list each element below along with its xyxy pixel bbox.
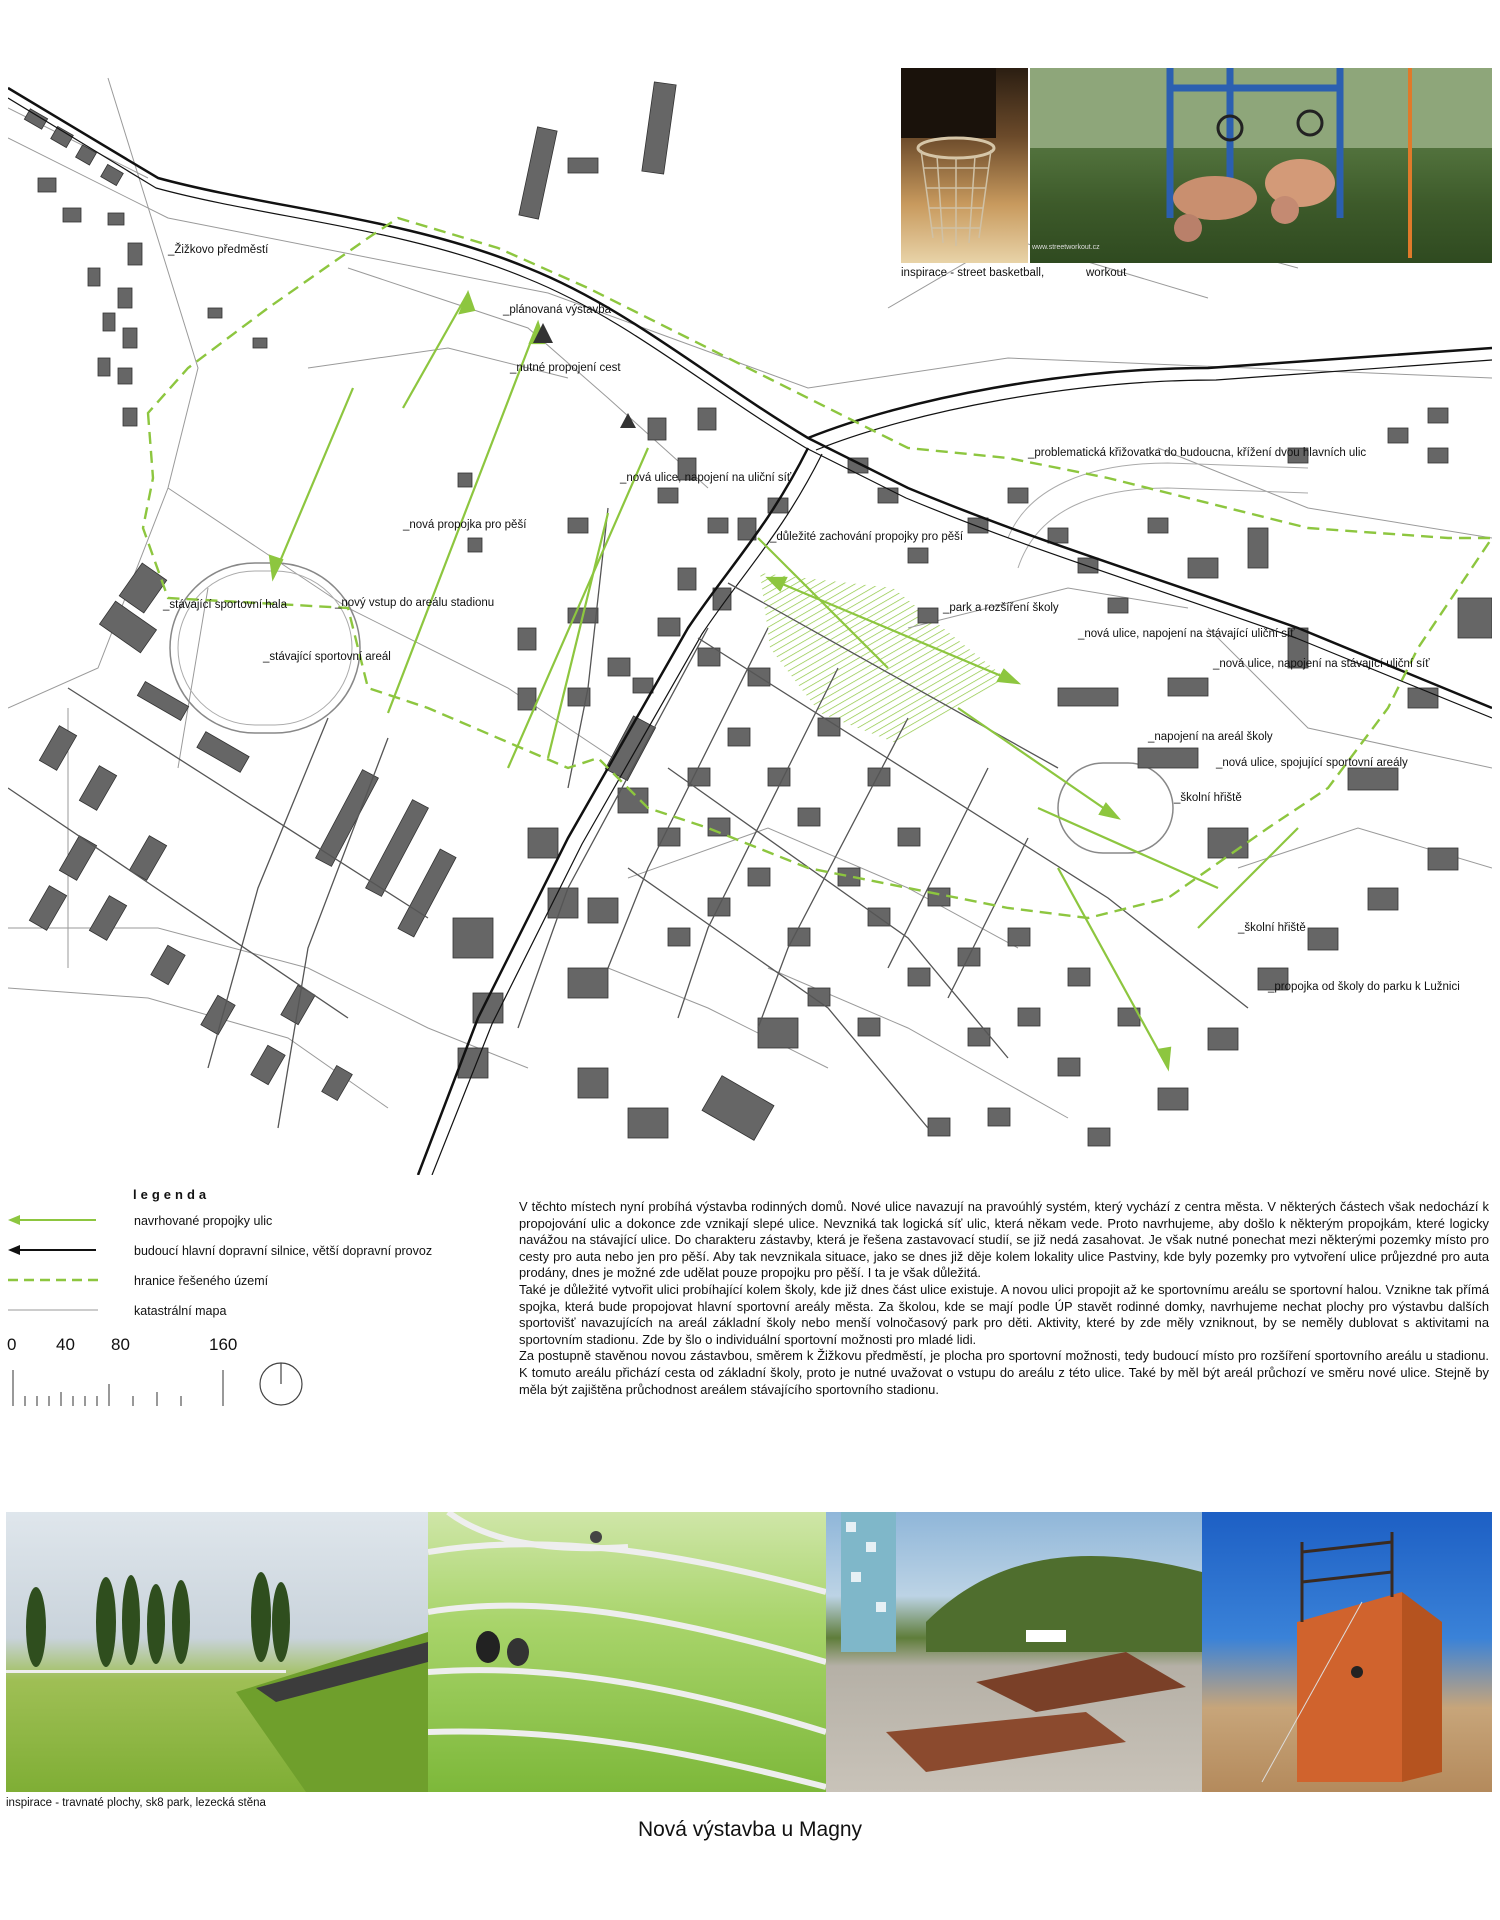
label-dulezite: _důležité zachování propojky pro pěší <box>770 531 964 543</box>
caption-bottom: inspirace - travnaté plochy, sk8 park, lezecká stěna <box>6 1797 266 1809</box>
page-title: Nová výstavba u Magny <box>637 1818 863 1841</box>
scale-bar <box>8 1362 318 1412</box>
grass-field-scene-icon <box>6 1512 428 1792</box>
label-novy-vstup: _nový vstup do areálu stadionu <box>335 597 495 609</box>
scale-label-0: 0 <box>7 1335 17 1354</box>
label-spojujici: _nová ulice, spojující sportovní areály <box>1216 757 1408 769</box>
label-problematicka: _problematická křižovatka do budoucna, křížení dvou hlavních ulic <box>1028 447 1367 459</box>
photo-climbing-wall <box>1202 1512 1492 1792</box>
photo-grass-roof-stadium <box>6 1512 428 1792</box>
scale-label-40: 40 <box>56 1335 75 1354</box>
description-paragraph-3: Za postupně stavěnou novou zástavbou, směrem k Žižkovu předměstí, je plocha pro sportovní možnosti, tedy budoucí místo pro rozšíření sportovního areálu u stadionu. K tomuto areálu přichází cesta od základní školy, proto je nutné uvažovat o vstupu do areálu z této ulice. Také by měl být areál průchozí ve směru nové ulice. Stejně by měla být zajištěna průchodnost areálem stávajícího sportovního stadionu. <box>519 1348 1489 1397</box>
label-nova-ulice-2: _nová ulice, napojení na stávající uliční síť <box>1078 628 1295 640</box>
scale-label-160: 160 <box>209 1335 238 1354</box>
legend-label-cadastral: katastrální mapa <box>134 1304 227 1318</box>
label-nutne: _nutné propojení cest <box>510 362 621 374</box>
legend-item-cadastral <box>8 1302 488 1324</box>
label-propojka-skoly: _propojka od školy do parku k Lužnici <box>1268 981 1460 993</box>
basketball-hoop-icon <box>901 68 1028 263</box>
green-arrow-icon <box>8 1214 98 1226</box>
black-arrow-icon <box>8 1244 98 1256</box>
legend-label-main-road: budoucí hlavní dopravní silnice, větší dopravní provoz <box>134 1244 433 1258</box>
label-skolni-2: _školní hřiště <box>1238 922 1306 934</box>
skatepark-scene-icon <box>826 1512 1202 1792</box>
legend-item-proposed <box>8 1212 488 1234</box>
label-stavajici-areal: _stávající sportovní areál <box>263 651 391 663</box>
label-napojeni: _napojení na areál školy <box>1148 731 1273 743</box>
green-dashed-line-icon <box>8 1274 98 1286</box>
legend-label-boundary: hranice řešeného území <box>134 1274 269 1288</box>
climbing-wall-scene-icon <box>1202 1512 1492 1792</box>
description-text <box>519 1199 1489 1398</box>
label-park: _park a rozšíření školy <box>943 602 1059 614</box>
legend-item-boundary <box>8 1272 488 1294</box>
label-zizkovo: _Žižkovo předměstí <box>168 244 269 256</box>
label-nova-ulice-1: _nová ulice, napojení na uliční síť <box>620 472 792 484</box>
thin-grey-line-icon <box>8 1304 98 1316</box>
legend-item-main-road <box>8 1242 488 1264</box>
label-nova-propojka: _nová propojka pro pěší <box>403 519 527 531</box>
label-planovana: _plánovaná výstavba <box>503 304 612 316</box>
photo-watermark: www.streetworkout.cz <box>1032 244 1100 251</box>
caption-top-a: inspirace - street basketball, <box>901 267 1045 279</box>
label-nova-ulice-3: _nová ulice, napojení na stávající uliční síť <box>1213 658 1430 670</box>
photo-street-basketball <box>901 68 1028 263</box>
grass-steps-scene-icon <box>428 1512 826 1792</box>
legend-label-proposed: navrhované propojky ulic <box>134 1214 273 1228</box>
label-skolni-1: _školní hřiště <box>1174 792 1242 804</box>
photo-workout <box>1030 68 1492 263</box>
label-stavajici-hala: _stávající sportovní hala <box>163 599 288 611</box>
caption-top-b: workout <box>1086 267 1127 279</box>
description-paragraph-1: V těchto místech nyní probíhá výstavba rodinných domů. Nové ulice navazují na pravoúhlý systém, který vychází z centra města. V některých částech však nedochází k propojování ulic a dokonce zde vznikají slepé ulice. Nevzniká tak logická síť ulic, která někam vede. Proto navrhujeme, aby došlo k některým propojkám, které logicky navážou na stávající ulice. Do charakteru zástavby, která je řešena zastavovací studií, se již nedá zasahovat. Je však nutné ponechat mezi některými pozemky místo pro cesty pro auta nebo jen pro pěší. Aby tak nevznikala situace, jako se dnes již děje kolem lokality ulice Pastviny, kde byly pozemky pro vytvoření ulice průjezdné pro auta prodány, dnes je možné zde udělat pouze propojku pro pěší. I ta je však důležitá. <box>519 1199 1489 1281</box>
scale-label-80: 80 <box>111 1335 130 1354</box>
legend-title: legenda <box>133 1187 211 1202</box>
photo-skatepark <box>826 1512 1202 1792</box>
description-paragraph-2: Také je důležité vytvořit ulici probíhající kolem školy, kde již dnes část ulice existuje. A novou ulici propojit až ke sportovnímu areálu se sportovní halou. Vznikne tak přímá spojka, která bude propojovat hlavní sportovní areály města. Za školou, kde se mají podle ÚP stavět rodinné domky, navrhujeme nechat plochy pro výstavbu dalších sportovišť navazujících na areál základní školy nebo menší volnočasový park pro děti. Aktivity, které by zde měly vzniknout, by se neměly dublovat s aktivitami na sportovním stadionu. Zde by šlo o individuální sportovní možnosti pro mladé lidi. <box>519 1281 1489 1347</box>
photo-grass-steps <box>428 1512 826 1792</box>
workout-scene-icon <box>1030 68 1492 263</box>
